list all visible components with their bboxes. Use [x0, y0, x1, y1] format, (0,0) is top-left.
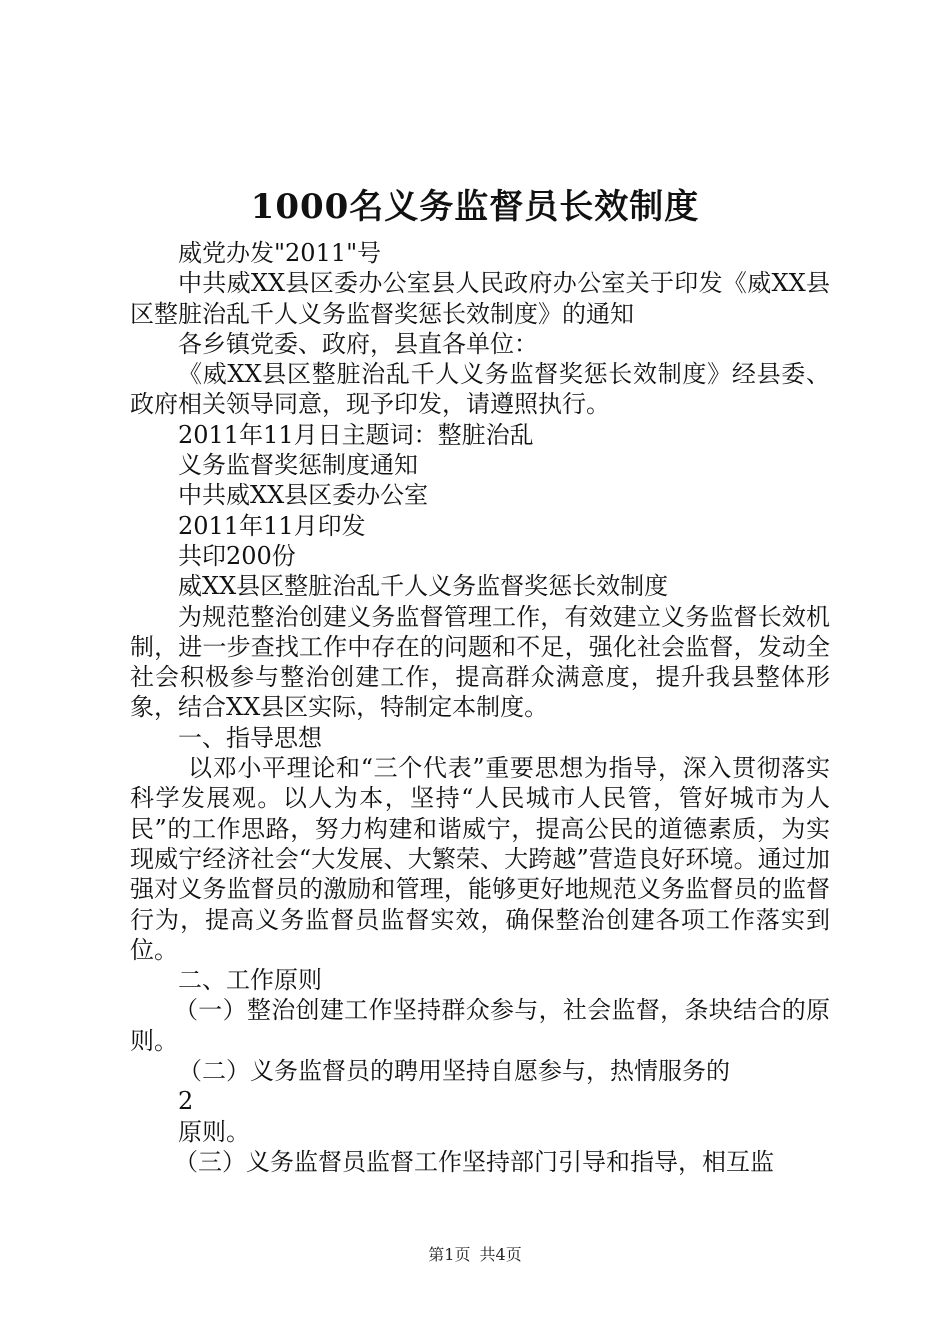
- principle-3: （三）义务监督员监督工作坚持部门引导和指导，相互监: [174, 1147, 774, 1176]
- intro-paragraph: 为规范整治创建义务监督管理工作，有效建立义务监督长效机制，进一步查找工作中存在的问题和不足，强化社会监督，发动全社会积极参与整治创建工作，提高群众满意度，提升我县整体形象，结合XX县区实际，特制定本制度。: [130, 602, 830, 722]
- addressee: 各乡镇党委、政府，县直各单位：: [178, 329, 538, 358]
- date-subject: 2011年11月日主题词：整脏治乱: [178, 420, 534, 449]
- section-heading-2: 二、工作原则: [178, 966, 322, 995]
- doc-number: 威党办发"2011"号: [178, 239, 382, 267]
- print-count: 共印200份: [178, 541, 296, 570]
- principle-2: （二）义务监督员的聘用坚持自愿参与，热情服务的: [178, 1057, 730, 1086]
- document-title: 1000名义务监督员长效制度: [250, 187, 700, 227]
- print-date: 2011年11月印发: [178, 511, 366, 540]
- principle-1: （一）整治创建工作坚持群众参与，社会监督，条块结合的原则。: [130, 996, 830, 1055]
- document-body: [130, 238, 830, 1177]
- notice-body: 《威XX县区整脏治乱千人义务监督奖惩长效制度》经县委、政府相关领导同意，现予印发，请遵照执行。: [130, 360, 830, 419]
- page-total: 共4页: [479, 1245, 522, 1264]
- issuing-office: 中共威XX县区委办公室: [178, 481, 429, 510]
- page-footer: [0, 1244, 950, 1266]
- principle-2-end: 原则。: [178, 1117, 250, 1146]
- stray-number: 2: [178, 1087, 194, 1116]
- subject-words: 义务监督奖惩制度通知: [178, 451, 418, 480]
- page-number: 第1页: [428, 1245, 471, 1264]
- guiding-thought-paragraph: 以邓小平理论和“三个代表”重要思想为指导，深入贯彻落实科学发展观。以人为本，坚持“人民城市人民管，管好城市为人民”的工作思路，努力构建和谐威宁，提高公民的道德素质，为实现威宁经济社会“大发展、大繁荣、大跨越”营造良好环境。通过加强对义务监督员的激励和管理，能够更好地规范义务监督员的监督行为，提高义务监督员监督实效，确保整治创建各项工作落实到位。: [130, 754, 830, 964]
- section-heading-1: 一、指导思想: [178, 723, 322, 752]
- regulation-title: 威XX县区整脏治乱千人义务监督奖惩长效制度: [178, 572, 669, 601]
- notice-heading: 中共威XX县区委办公室县人民政府办公室关于印发《威XX县区整脏治乱千人义务监督奖惩长效制度》的通知: [130, 269, 830, 328]
